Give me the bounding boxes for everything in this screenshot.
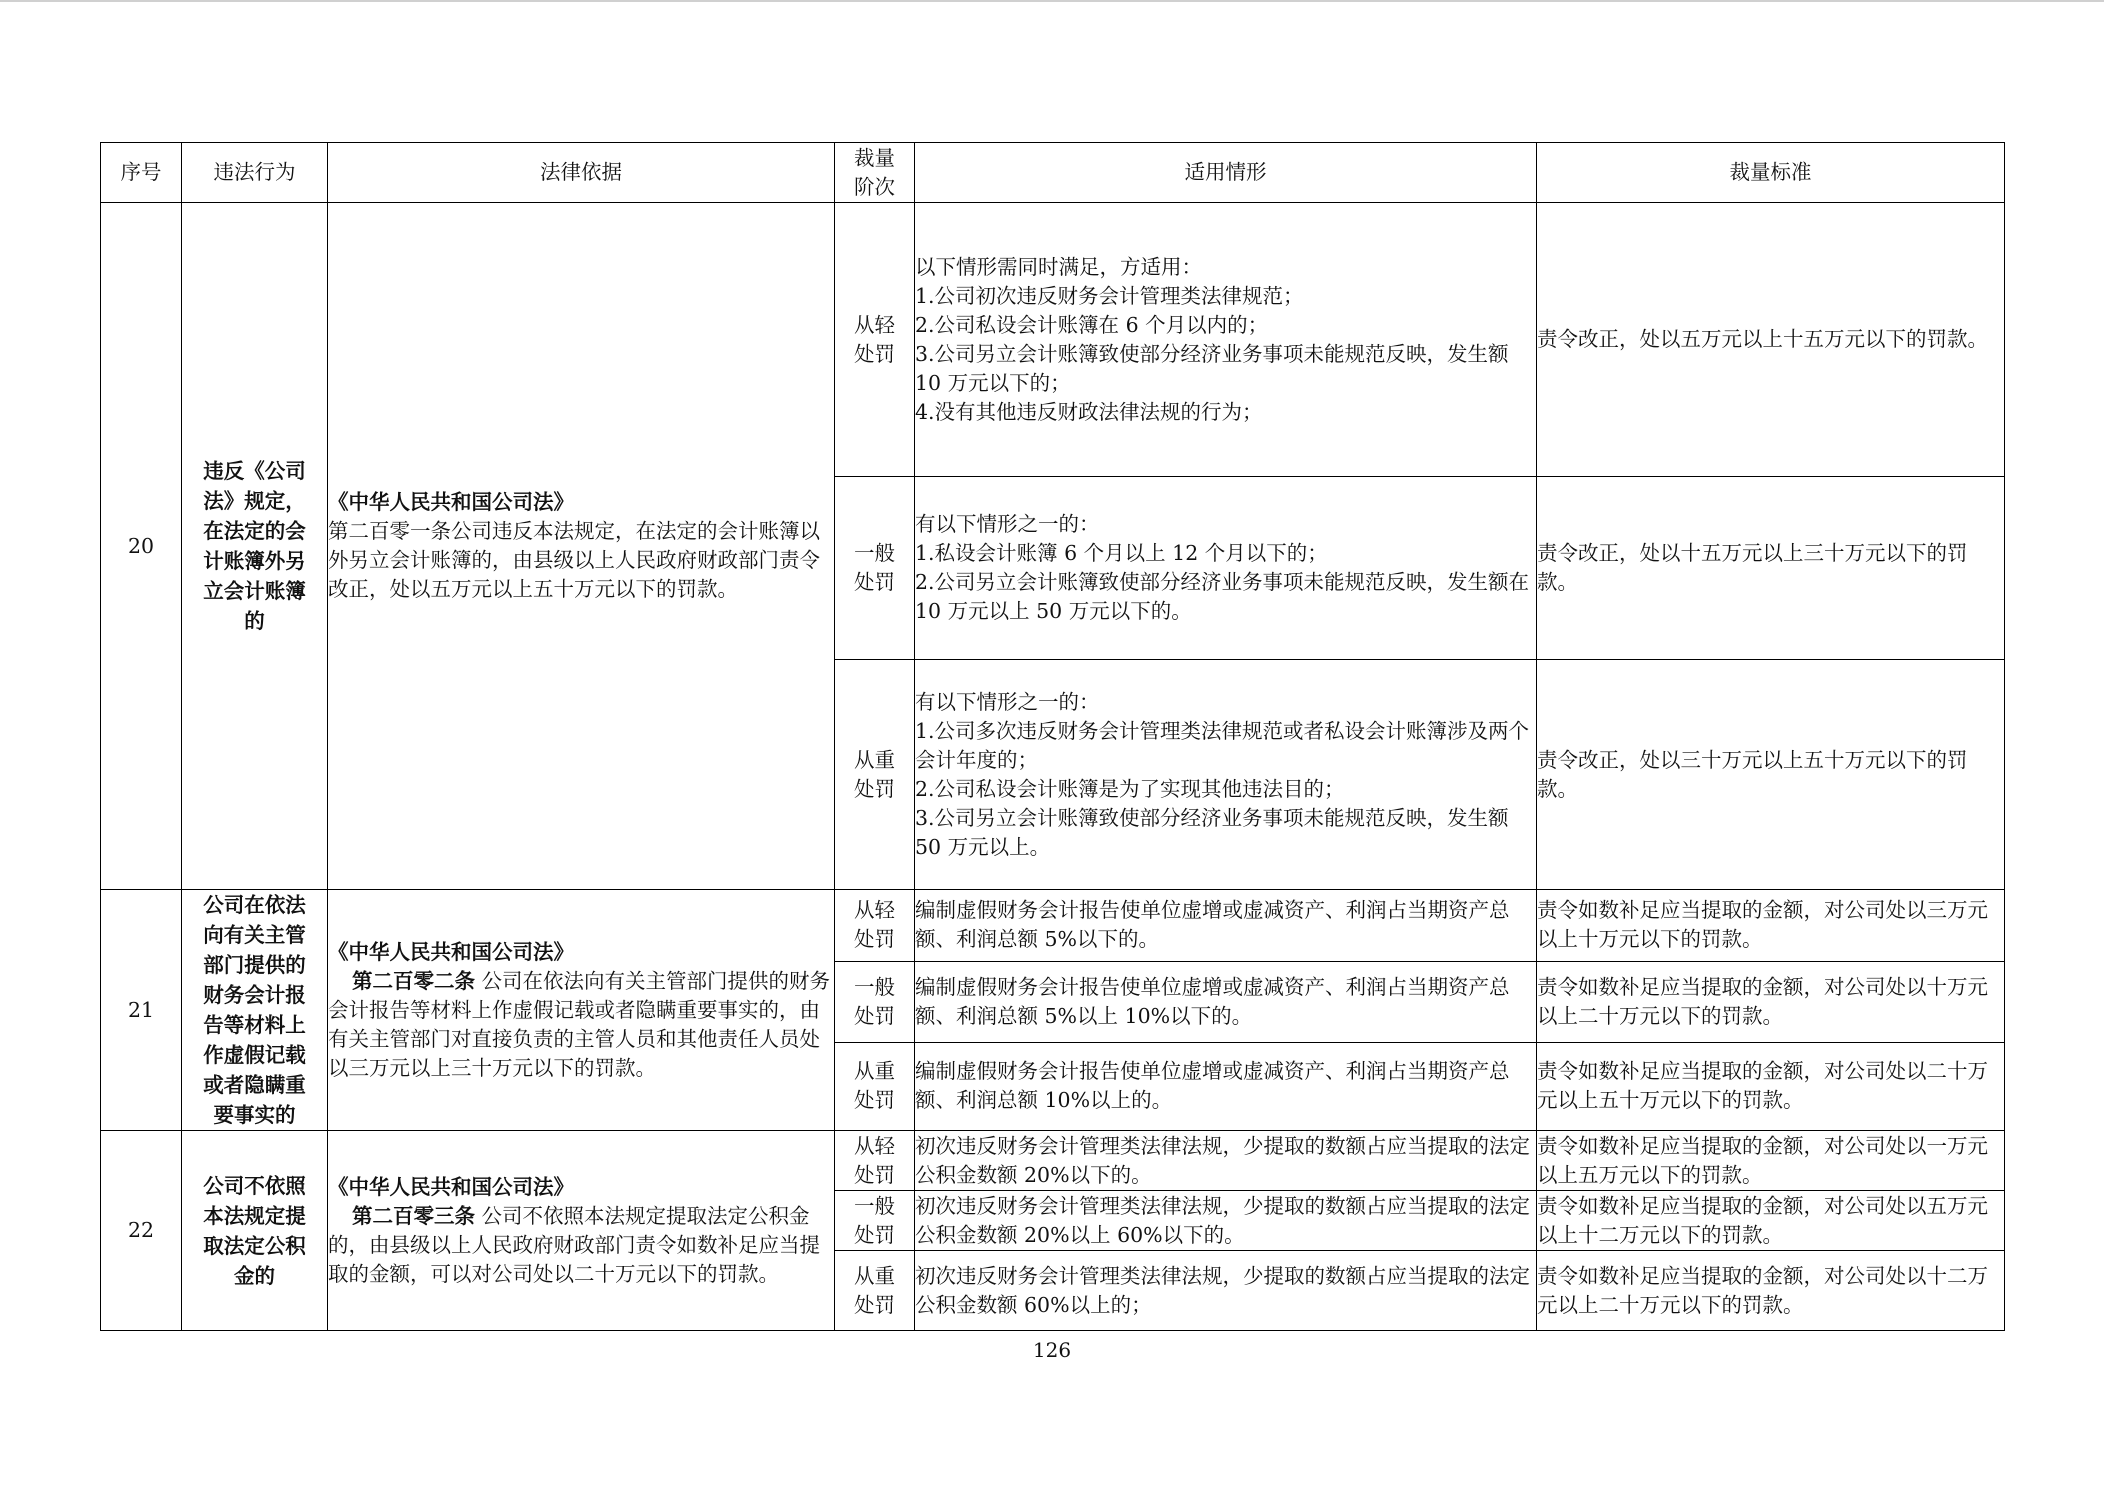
row-number: 22: [101, 1131, 182, 1331]
applicable-situation: 编制虚假财务会计报告使单位虚增或虚减资产、利润占当期资产总额、利润总额 5%以下的。: [915, 890, 1537, 962]
law-title: 《中华人民共和国公司法》: [328, 939, 574, 964]
discretion-standard: 责令如数补足应当提取的金额，对公司处以十二万元以上二十万元以下的罚款。: [1537, 1251, 2005, 1331]
discretion-standard: 责令如数补足应当提取的金额，对公司处以一万元以上五万元以下的罚款。: [1537, 1131, 2005, 1191]
law-title: 《中华人民共和国公司法》: [328, 1174, 574, 1199]
discretion-standard: 责令如数补足应当提取的金额，对公司处以十万元以上二十万元以下的罚款。: [1537, 961, 2005, 1042]
level-line: 一般: [854, 974, 895, 999]
header-no: 序号: [101, 143, 182, 203]
penalty-level: [835, 660, 915, 890]
cond-line: 2.公司另立会计账簿致使部分经济业务事项未能规范反映，发生额在 10 万元以上 50 万元以下的。: [915, 570, 1530, 623]
penalty-discretion-table: [100, 142, 2005, 1331]
law-article: 第二百零三条: [352, 1203, 475, 1228]
law-body: 第二百零一条公司违反本法规定，在法定的会计账簿以外另立会计账簿的，由县级以上人民政府财政部门责令改正，处以五万元以上五十万元以下的罚款。: [328, 519, 820, 601]
cond-line: 4.没有其他违反财政法律法规的行为；: [915, 399, 1263, 424]
level-line: 一般: [854, 541, 895, 565]
cond-line: 1.公司多次违反财务会计管理类法律规范或者私设会计账簿涉及两个会计年度的；: [915, 718, 1530, 772]
act-line: 计账簿外另: [203, 549, 306, 573]
act-line: 向有关主管: [203, 923, 306, 947]
law-body: 公司在依法向有关主管部门提供的财务会计报告等材料上作虚假记载或者隐瞒重要事实的，由有关主管部门对直接负责的主管人员和其他责任人员处以三万元以上三十万元以下的罚款。: [328, 968, 831, 1080]
violation-act: [182, 1131, 328, 1331]
level-line: 处罚: [854, 570, 895, 594]
act-line: 法》规定，: [203, 489, 306, 513]
discretion-standard: 责令如数补足应当提取的金额，对公司处以五万元以上十二万元以下的罚款。: [1537, 1191, 2005, 1251]
level-line: 从重: [854, 1059, 895, 1084]
discretion-standard: 责令改正，处以十五万元以上三十万元以下的罚款。: [1537, 477, 2005, 660]
table-row: [101, 1131, 2005, 1191]
level-line: 处罚: [854, 341, 895, 366]
level-line: 处罚: [854, 776, 895, 801]
header-law: 法律依据: [328, 143, 835, 203]
cond-line: 有以下情形之一的：: [915, 512, 1100, 536]
act-line: 告等材料上: [203, 1013, 306, 1037]
legal-basis: [328, 203, 835, 890]
act-line: 立会计账簿: [203, 579, 306, 603]
discretion-standard: 责令如数补足应当提取的金额，对公司处以三万元以上十万元以下的罚款。: [1537, 890, 2005, 962]
cond-line: 有以下情形之一的：: [915, 689, 1100, 714]
level-line: 处罚: [854, 1088, 895, 1113]
act-line: 金的: [234, 1263, 275, 1288]
law-body: 公司不依照本法规定提取法定公积金的，由县级以上人民政府财政部门责令如数补足应当提取的金额，可以对公司处以二十万元以下的罚款。: [328, 1203, 820, 1286]
top-rule: [0, 0, 2104, 2]
applicable-situation: 编制虚假财务会计报告使单位虚增或虚减资产、利润占当期资产总额、利润总额 10%以上的。: [915, 1042, 1537, 1130]
law-title: 《中华人民共和国公司法》: [328, 490, 574, 514]
applicable-situation: [915, 203, 1537, 477]
applicable-situation: 编制虚假财务会计报告使单位虚增或虚减资产、利润占当期资产总额、利润总额 5%以上 10%以下的。: [915, 961, 1537, 1042]
cond-line: 以下情形需同时满足，方适用：: [915, 254, 1202, 279]
level-line: 处罚: [854, 1003, 895, 1028]
act-line: 的: [244, 609, 265, 633]
act-line: 要事实的: [213, 1103, 296, 1127]
penalty-level: [835, 1131, 915, 1191]
header-row: [101, 143, 2005, 203]
cond-line: 1.公司初次违反财务会计管理类法律规范；: [915, 283, 1304, 308]
cond-line: 2.公司私设会计账簿是为了实现其他违法目的；: [915, 776, 1345, 801]
cond-line: 3.公司另立会计账簿致使部分经济业务事项未能规范反映，发生额 10 万元以下的；: [915, 341, 1509, 395]
cond-line: 2.公司私设会计账簿在 6 个月以内的；: [915, 312, 1269, 337]
applicable-situation: 初次违反财务会计管理类法律法规，少提取的数额占应当提取的法定公积金数额 20%以上 60%以下的。: [915, 1191, 1537, 1251]
act-line: 公司在依法: [203, 893, 306, 917]
discretion-standard: 责令改正，处以三十万元以上五十万元以下的罚款。: [1537, 660, 2005, 890]
penalty-level: [835, 1251, 915, 1331]
legal-basis: [328, 1131, 835, 1331]
penalty-level: [835, 477, 915, 660]
level-line: 从重: [854, 1263, 895, 1288]
act-line: 违反《公司: [203, 459, 306, 483]
violation-act: [182, 890, 328, 1131]
table-row: [101, 890, 2005, 962]
penalty-level: [835, 203, 915, 477]
cond-line: 1.私设会计账簿 6 个月以上 12 个月以下的；: [915, 541, 1328, 565]
law-article: 第二百零二条: [352, 968, 475, 993]
penalty-level: [835, 1042, 915, 1130]
row-number: 21: [101, 890, 182, 1131]
discretion-standard: 责令改正，处以五万元以上十五万元以下的罚款。: [1537, 203, 2005, 477]
level-line: 处罚: [854, 1222, 895, 1247]
applicable-situation: 初次违反财务会计管理类法律法规，少提取的数额占应当提取的法定公积金数额 20%以下的。: [915, 1131, 1537, 1191]
cond-line: 3.公司另立会计账簿致使部分经济业务事项未能规范反映，发生额 50 万元以上。: [915, 805, 1509, 859]
level-line: 处罚: [854, 1162, 895, 1187]
act-line: 本法规定提: [203, 1203, 306, 1228]
header-level-line1: 裁量: [854, 145, 895, 170]
act-line: 部门提供的: [203, 953, 306, 977]
level-line: 从轻: [854, 898, 895, 923]
level-line: 处罚: [854, 927, 895, 952]
level-line: 一般: [854, 1193, 895, 1218]
header-level-line2: 阶次: [854, 174, 895, 199]
act-line: 作虚假记载: [203, 1043, 306, 1067]
header-level: [835, 143, 915, 203]
level-line: 从轻: [854, 1133, 895, 1158]
penalty-level: [835, 890, 915, 962]
act-line: 或者隐瞒重: [203, 1073, 306, 1097]
act-line: 公司不依照: [203, 1173, 306, 1198]
header-std: 裁量标准: [1537, 143, 2005, 203]
applicable-situation: [915, 660, 1537, 890]
header-act: 违法行为: [182, 143, 328, 203]
page-number: 126: [1032, 1338, 1072, 1362]
act-line: 取法定公积: [203, 1233, 306, 1258]
discretion-standard: 责令如数补足应当提取的金额，对公司处以二十万元以上五十万元以下的罚款。: [1537, 1042, 2005, 1130]
act-line: 在法定的会: [203, 519, 306, 543]
act-line: 财务会计报: [203, 983, 306, 1007]
violation-act: [182, 203, 328, 890]
legal-basis: [328, 890, 835, 1131]
table-row: [101, 203, 2005, 477]
penalty-level: [835, 1191, 915, 1251]
row-number: 20: [101, 203, 182, 890]
level-line: 从重: [854, 747, 895, 772]
header-cond: 适用情形: [915, 143, 1537, 203]
applicable-situation: 初次违反财务会计管理类法律法规，少提取的数额占应当提取的法定公积金数额 60%以上的；: [915, 1251, 1537, 1331]
applicable-situation: [915, 477, 1537, 660]
level-line: 从轻: [854, 312, 895, 337]
penalty-level: [835, 961, 915, 1042]
level-line: 处罚: [854, 1292, 895, 1317]
